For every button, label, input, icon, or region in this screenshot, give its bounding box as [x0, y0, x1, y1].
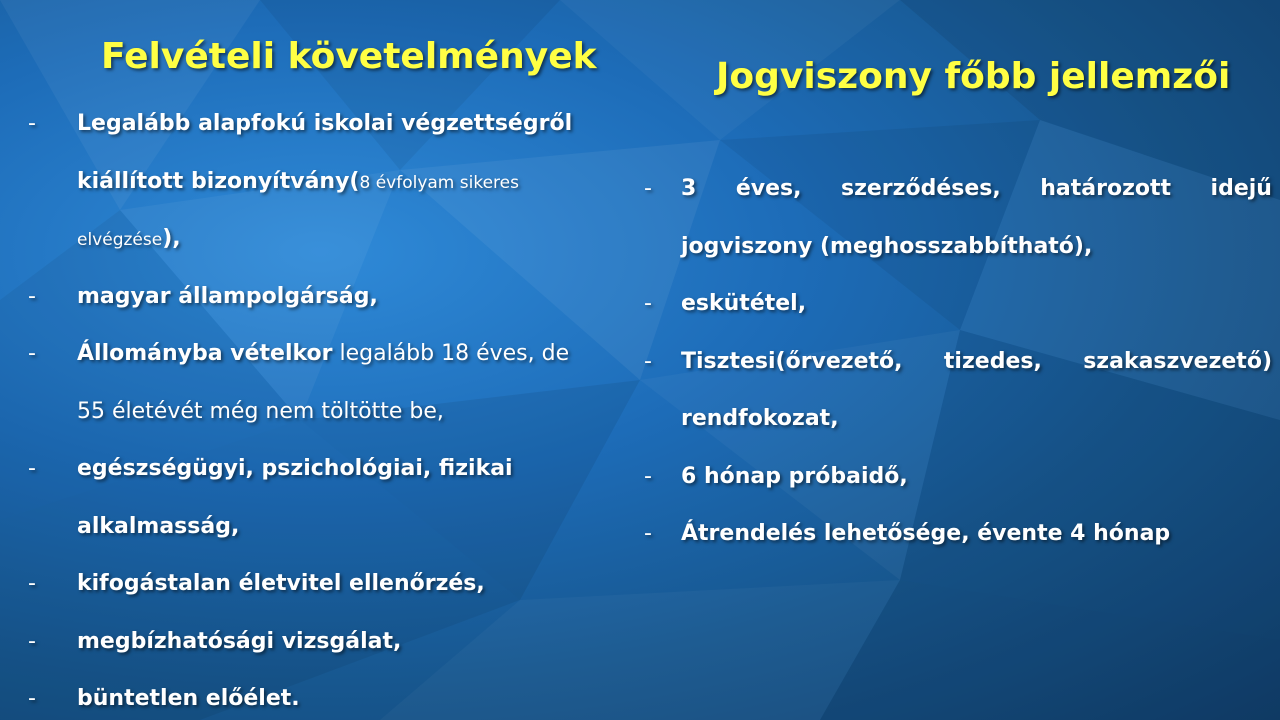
list-item-continuation [28, 383, 628, 441]
item-text: ), [162, 226, 181, 251]
item-text: legalább 18 éves, de [332, 341, 570, 366]
list-item-continuation [28, 498, 628, 556]
word: határozott [1040, 176, 1172, 201]
list-item-continuation [28, 153, 628, 211]
list-item-continuation [644, 390, 1272, 448]
item-text: büntetlen előélet. [77, 686, 300, 711]
requirements-list [28, 95, 628, 720]
word: szakaszvezető) [1083, 348, 1272, 374]
list-item [28, 555, 628, 613]
item-text: magyar állampolgárság, [77, 283, 378, 309]
item-text: kifogástalan életvitel ellenőrzés, [77, 571, 485, 596]
bullet-dash: - [644, 463, 652, 489]
bullet-dash: - [28, 283, 36, 309]
list-item [644, 333, 1272, 391]
word: idejű [1210, 176, 1272, 201]
list-item-continuation [644, 218, 1272, 276]
item-text: kiállított bizonyítvány( [77, 168, 360, 194]
word: éves, [735, 176, 802, 201]
item-text-small: elvégzése [77, 230, 163, 250]
list-item [28, 325, 628, 383]
bullet-dash: - [28, 341, 36, 366]
list-item [644, 448, 1272, 506]
list-item [644, 160, 1272, 218]
justified-text [681, 333, 1272, 391]
word: Tisztesi(őrvezető, [681, 348, 903, 374]
bullet-dash: - [644, 348, 652, 374]
item-text-bold: Állományba vételkor [77, 341, 333, 366]
item-text: megbízhatósági vizsgálat, [77, 628, 402, 654]
item-text: eskütétel, [681, 291, 807, 316]
item-text: rendfokozat, [681, 406, 839, 431]
bullet-dash: - [644, 291, 652, 316]
item-text-small: 8 évfolyam sikeres [359, 172, 519, 193]
bullet-dash: - [644, 521, 652, 546]
list-item [644, 275, 1272, 333]
item-text: 55 életévét még nem töltötte be, [77, 398, 444, 424]
bullet-dash: - [28, 628, 36, 654]
characteristics-list [644, 160, 1272, 563]
list-item [28, 613, 628, 671]
item-text: 6 hónap próbaidő, [681, 463, 908, 489]
right-title: Jogviszony főbb jellemzői [716, 56, 1231, 97]
item-text: egészségügyi, pszichológiai, fizikai [77, 456, 513, 481]
word: 3 [681, 176, 697, 201]
item-text: jogviszony (meghosszabbítható), [681, 233, 1093, 259]
word: tizedes, [943, 348, 1042, 374]
list-item [28, 440, 628, 498]
bullet-dash: - [28, 686, 36, 711]
word: szerződéses, [840, 176, 1001, 201]
justified-text [681, 160, 1272, 218]
item-text: Átrendelés lehetősége, évente 4 hónap [681, 521, 1171, 546]
bullet-dash: - [28, 111, 36, 136]
item-text: alkalmasság, [77, 513, 240, 539]
list-item-continuation [28, 210, 628, 268]
left-title: Felvételi követelmények [101, 36, 597, 77]
bullet-dash: - [28, 571, 36, 596]
list-item [28, 268, 628, 326]
bullet-dash: - [28, 456, 36, 481]
list-item [644, 505, 1272, 563]
list-item [28, 95, 628, 153]
bullet-dash: - [644, 176, 652, 201]
item-text: Legalább alapfokú iskolai végzettségről [77, 111, 573, 136]
list-item [28, 670, 628, 720]
